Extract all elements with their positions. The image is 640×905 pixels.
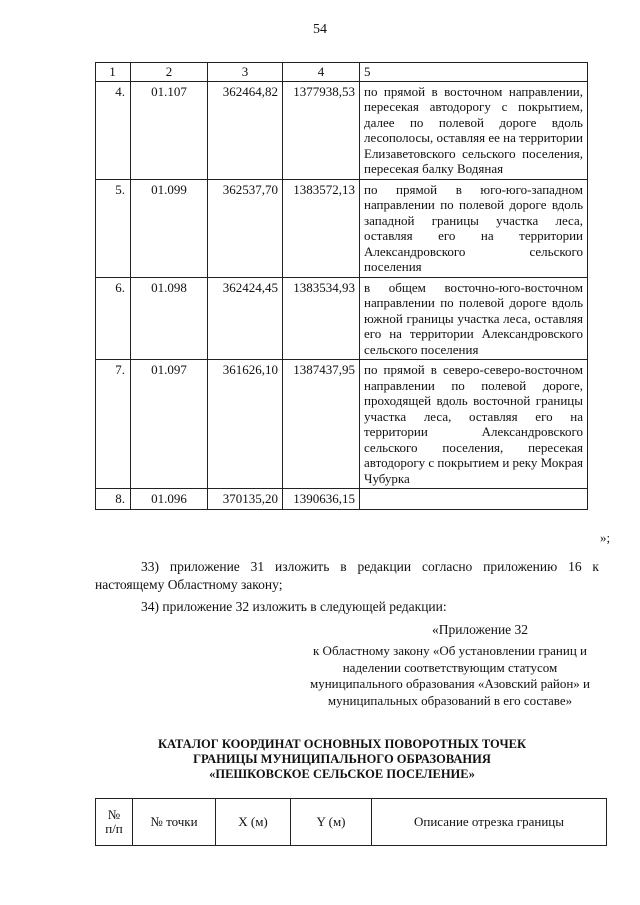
x-coordinate: 370135,20 [208,489,283,510]
segment-description: по прямой в восточном направлении, пересекая автодорогу с покрытием, далее по полевой дороге вдоль лесополосы, оставляя ее на территории Елизаветовского сельского поселения, пересекая балку Водяная [360,81,588,179]
paragraph-34: 34) приложение 32 изложить в следующей редакции: [141,599,447,614]
row-number: 5. [96,179,131,277]
row-number: 8. [96,489,131,510]
point-number: 01.098 [131,277,208,360]
catalog-table [95,798,607,846]
point-number: 01.096 [131,489,208,510]
row-number: 4. [96,81,131,179]
y-coordinate: 1390636,15 [283,489,360,510]
header-cell: 2 [131,63,208,82]
paragraph-33: 33) приложение 31 изложить в редакции согласно приложению 16 к настоящему Областному закону; [95,559,599,592]
header-x: X (м) [216,799,291,846]
catalog-header-row [96,799,607,846]
header-cell: 4 [283,63,360,82]
table-row [96,360,588,489]
header-y: Y (м) [291,799,372,846]
catalog-title-line: «ПЕШКОВСКОЕ СЕЛЬСКОЕ ПОСЕЛЕНИЕ» [209,767,475,781]
header-description: Описание отрезка границы [372,799,607,846]
header-number-abbr: п/п [105,821,123,836]
header-number-sign: № [107,807,121,822]
segment-description: в общем восточно-юго-восточном направлении по полевой дороге вдоль южной границы участка леса, оставляя его на территории Александровского сельского поселения [360,277,588,360]
point-number: 01.099 [131,179,208,277]
header-cell: 3 [208,63,283,82]
page-number: 54 [313,22,327,37]
row-number: 7. [96,360,131,489]
table-header-row [96,63,588,82]
table-row [96,81,588,179]
segment-description: по прямой в северо-северо-восточном направлении по полевой дороге, проходящей вдоль восточной границы участка леса, оставляя его на территории Александровского сельского поселения, пересекая автодорогу с покрытием и реку Мокрая Чубурка [360,360,588,489]
x-coordinate: 362537,70 [208,179,283,277]
closing-quote: »; [600,530,611,545]
row-number: 6. [96,277,131,360]
segment-description: по прямой в юго-юго-западном направлении по полевой дороге вдоль западной границы участка леса, оставляя его на территории Александровского сельского поселения [360,179,588,277]
y-coordinate: 1383572,13 [283,179,360,277]
x-coordinate: 362464,82 [208,81,283,179]
x-coordinate: 362424,45 [208,277,283,360]
y-coordinate: 1377938,53 [283,81,360,179]
boundary-table [95,62,588,510]
header-cell: 1 [96,63,131,82]
table-row [96,179,588,277]
point-number: 01.107 [131,81,208,179]
appendix-reference: к Областному закону «Об установлении границ и наделении соответствующим статусом муниципального образования «Азовский район» и муниципальных образований в его составе» [309,643,590,708]
point-number: 01.097 [131,360,208,489]
y-coordinate: 1383534,93 [283,277,360,360]
header-row-number [96,799,133,846]
header-point-number: № точки [133,799,216,846]
header-cell: 5 [360,63,588,82]
appendix-title: «Приложение 32 [431,622,529,637]
table-row [96,277,588,360]
catalog-title-line: КАТАЛОГ КООРДИНАТ ОСНОВНЫХ ПОВОРОТНЫХ ТОЧЕК [157,737,527,751]
segment-description [360,489,588,510]
table-row [96,489,588,510]
catalog-title-line: ГРАНИЦЫ МУНИЦИПАЛЬНОГО ОБРАЗОВАНИЯ [193,752,491,766]
y-coordinate: 1387437,95 [283,360,360,489]
x-coordinate: 361626,10 [208,360,283,489]
catalog-title [95,737,589,782]
